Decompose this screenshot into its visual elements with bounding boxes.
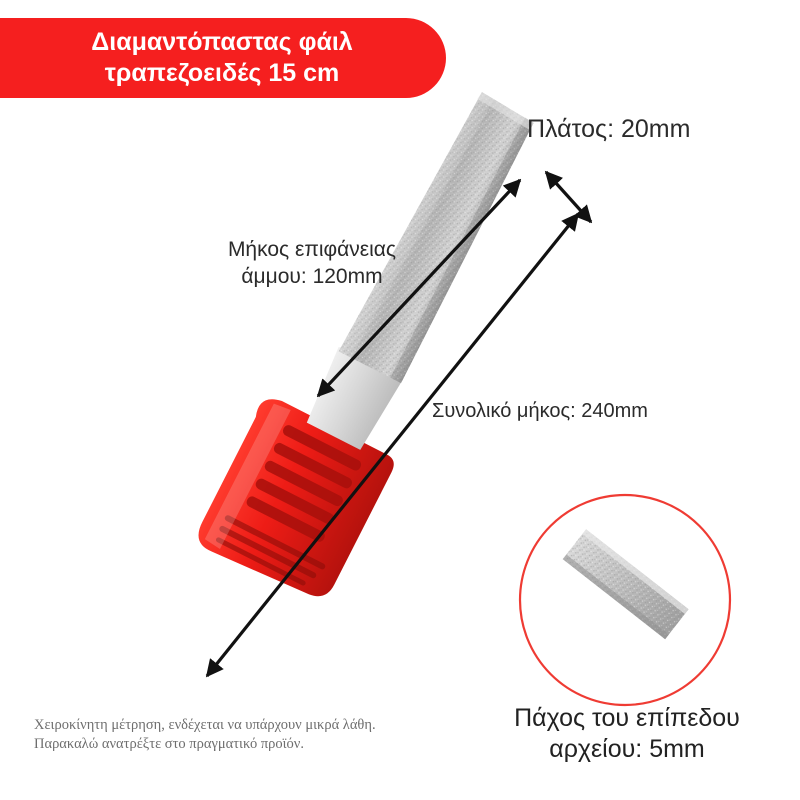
measurement-disclaimer: Χειροκίνητη μέτρηση, ενδέχεται να υπάρχουν μικρά λάθη. Παρακαλώ ανατρέξτε στο πραγματικό προϊόν. (34, 717, 376, 752)
label-thickness: Πάχος του επίπεδου αρχείου: 5mm (514, 704, 740, 763)
label-sanding-length: Μήκος επιφάνειας άμμου: 120mm (227, 238, 397, 288)
arrow-width (546, 172, 591, 222)
title-line-2: τραπεζοειδές 15 cm (104, 59, 340, 87)
label-total-length: Συνολικό μήκος: 240mm (432, 400, 648, 422)
thickness-detail-callout (520, 495, 730, 705)
label-width: Πλάτος: 20mm (527, 115, 691, 143)
diamond-file-tool (190, 67, 563, 608)
title-line-1: Διαμαντόπαστας φάιλ (91, 28, 353, 56)
